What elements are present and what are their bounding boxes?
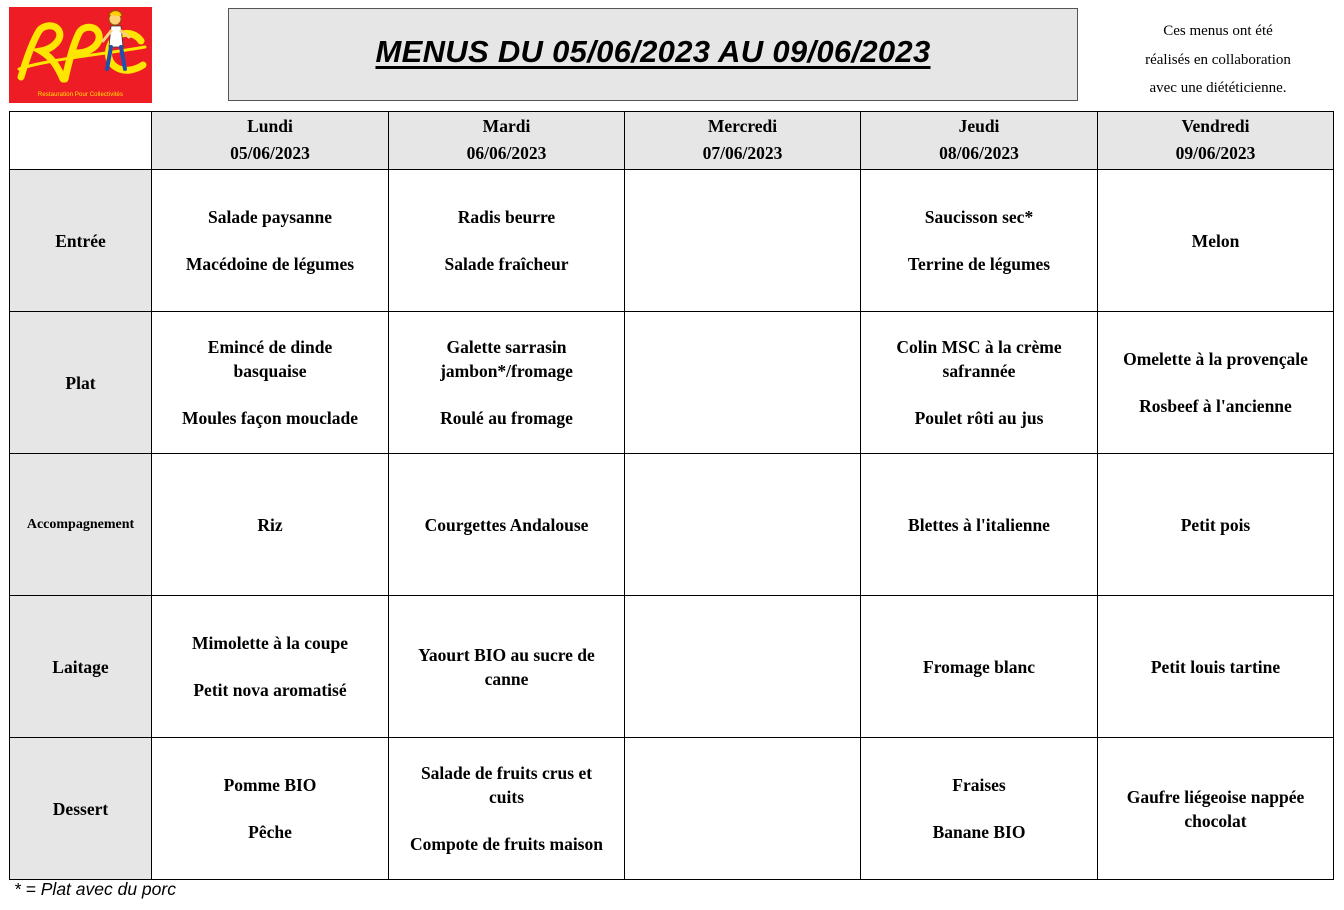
menu-cell — [152, 596, 389, 738]
item-spacer — [865, 797, 1093, 820]
menu-cell — [625, 454, 861, 596]
dish-line: Colin MSC à la crème — [896, 337, 1062, 357]
menu-cell — [152, 454, 389, 596]
menu-cell — [1098, 454, 1334, 596]
dish-line: Radis beurre — [457, 207, 556, 227]
day-name: Jeudi — [958, 116, 1000, 136]
dish-line: Petit nova aromatisé — [193, 680, 347, 700]
dietitian-note — [1118, 17, 1318, 103]
item-spacer — [865, 229, 1093, 252]
menu-cell — [625, 170, 861, 312]
course-row-dessert — [10, 738, 1334, 880]
dish-line: Blettes à l'italienne — [908, 514, 1050, 535]
course-label: Dessert — [10, 738, 152, 880]
dish-line: Omelette à la provençale — [1123, 349, 1308, 369]
dish-line: Galette sarrasin — [446, 337, 567, 357]
menu-cell — [389, 738, 625, 880]
pork-footnote: * = Plat avec du porc — [14, 879, 176, 899]
item-spacer — [1102, 371, 1329, 394]
rpc-logo-graphic — [9, 7, 152, 103]
day-header-lundi — [152, 112, 389, 170]
day-name: Mardi — [482, 116, 531, 136]
dish-line: chocolat — [1184, 810, 1247, 831]
dish-line: Fromage blanc — [923, 656, 1035, 677]
menu-cell — [625, 738, 861, 880]
dish-line: Courgettes Andalouse — [424, 514, 589, 535]
dish-line: Pêche — [248, 822, 292, 842]
dish-line: Compote de fruits maison — [410, 834, 603, 854]
dish-line: basquaise — [233, 361, 307, 381]
dish-line: Riz — [257, 514, 283, 535]
menu-cell — [152, 170, 389, 312]
day-date: 06/06/2023 — [466, 143, 547, 163]
item-spacer — [156, 383, 384, 406]
menu-cell — [861, 170, 1098, 312]
day-header-vendredi — [1098, 112, 1334, 170]
dish-line: Emincé de dinde — [207, 337, 333, 357]
day-date: 09/06/2023 — [1175, 143, 1256, 163]
menu-cell — [861, 738, 1098, 880]
course-row-laitage — [10, 596, 1334, 738]
course-row-accompagnement — [10, 454, 1334, 596]
note-line: Ces menus ont été — [1163, 23, 1273, 39]
item-spacer — [393, 229, 620, 252]
dish-line: Petit louis tartine — [1150, 656, 1281, 677]
course-label: Plat — [10, 312, 152, 454]
day-header-mercredi — [625, 112, 861, 170]
dish-line: cuits — [489, 787, 524, 807]
menu-cell — [389, 170, 625, 312]
menu-cell — [152, 312, 389, 454]
menu-cell — [389, 454, 625, 596]
dish-line: Melon — [1191, 230, 1240, 251]
dish-line: Yaourt BIO au sucre de — [418, 644, 595, 665]
note-line: réalisés en collaboration — [1145, 51, 1291, 68]
note-line: avec une diététicienne. — [1149, 80, 1287, 96]
item-spacer — [393, 809, 620, 832]
dish-line: Macédoine de légumes — [185, 254, 355, 274]
dish-line: Pomme BIO — [223, 775, 317, 795]
day-date: 07/06/2023 — [702, 143, 783, 163]
course-label: Entrée — [10, 170, 152, 312]
item-spacer — [393, 383, 620, 406]
dish-line: Gaufre liégeoise nappée — [1126, 786, 1305, 807]
course-label: Laitage — [10, 596, 152, 738]
menu-cell — [152, 738, 389, 880]
dish-line: Rosbeef à l'ancienne — [1139, 396, 1292, 416]
day-name: Mercredi — [707, 116, 778, 136]
dish-line: Saucisson sec* — [924, 207, 1034, 227]
menu-cell — [1098, 596, 1334, 738]
dish-line: Salade fraîcheur — [444, 254, 569, 274]
menu-cell — [861, 312, 1098, 454]
day-date: 08/06/2023 — [939, 143, 1019, 163]
table-corner — [10, 112, 152, 170]
day-header-row — [10, 112, 1334, 170]
dish-line: Banane BIO — [932, 822, 1026, 842]
dish-line: Petit pois — [1180, 514, 1251, 535]
menu-table — [9, 111, 1334, 880]
day-header-mardi — [389, 112, 625, 170]
dish-line: jambon*/fromage — [440, 361, 573, 381]
item-spacer — [865, 383, 1093, 406]
menu-cell — [1098, 170, 1334, 312]
dish-line: Salade paysanne — [208, 207, 332, 227]
course-label: Accompagnement — [10, 454, 152, 596]
menu-cell — [625, 596, 861, 738]
day-date: 05/06/2023 — [230, 143, 310, 163]
course-row-entrée — [10, 170, 1334, 312]
dish-line: canne — [484, 668, 529, 689]
course-row-plat — [10, 312, 1334, 454]
menu-cell — [1098, 312, 1334, 454]
title-banner — [228, 8, 1078, 101]
logo-subtitle: Restauration Pour Collectivités — [37, 92, 124, 98]
day-name: Lundi — [247, 116, 293, 136]
menu-cell — [389, 312, 625, 454]
item-spacer — [156, 797, 384, 820]
item-spacer — [156, 655, 384, 678]
dish-line: Fraises — [952, 775, 1006, 795]
dish-line: Mimolette à la coupe — [192, 633, 348, 653]
dish-line: safrannée — [942, 361, 1016, 381]
menu-cell — [625, 312, 861, 454]
page-title: MENUS DU 05/06/2023 AU 09/06/2023 — [375, 33, 931, 69]
menu-cell — [389, 596, 625, 738]
dish-line: Terrine de légumes — [907, 254, 1051, 274]
dish-line: Poulet rôti au jus — [914, 408, 1044, 428]
menu-cell — [861, 596, 1098, 738]
menu-cell — [861, 454, 1098, 596]
rpc-logo — [9, 7, 152, 103]
dish-line: Roulé au fromage — [440, 408, 573, 428]
dish-line: Moules façon mouclade — [182, 408, 358, 428]
menu-cell — [1098, 738, 1334, 880]
dish-line: Salade de fruits crus et — [420, 763, 593, 783]
item-spacer — [156, 229, 384, 252]
day-name: Vendredi — [1181, 116, 1250, 136]
day-header-jeudi — [861, 112, 1098, 170]
